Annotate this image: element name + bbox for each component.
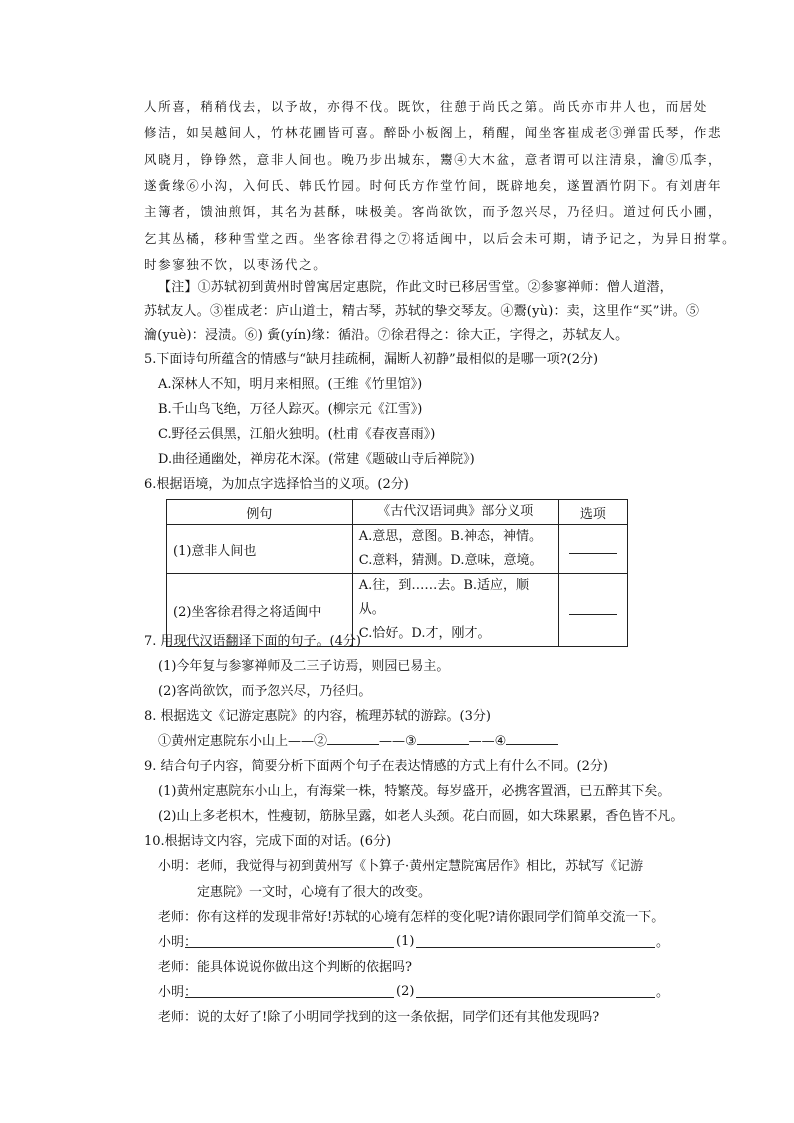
dialogue-line: 老师：说的太好了!除了小明同学找到的这一条依据，同学们还有其他发现吗?	[158, 1010, 600, 1025]
passage-line: 主簿者，馈油煎饵，其名为甚酥，味极美。客尚欲饮，而予忽兴尽，乃径归。道过何氏小圃，	[144, 204, 723, 219]
row-meanings	[352, 574, 558, 647]
passage-line: 风晓月，铮铮然，意非人间也。晚乃步出城东，鬻④大木盆，意者谓可以注清泉，瀹⑤瓜李，	[144, 152, 723, 167]
answer-blank[interactable]	[506, 743, 558, 745]
sentence-end: 。	[656, 935, 670, 950]
q5-option-b: B.千山鸟飞绝，万径人踪灭。(柳宗元《江雪》)	[158, 402, 423, 417]
route-connector: ——③	[379, 734, 417, 749]
passage-line: 人所喜，稍稍伐去，以予故，亦得不伐。既饮，往憩于尚氏之第。尚氏亦市井人也，而居处	[144, 99, 709, 114]
q5-option-a: A.深林人不知，明月来相照。(王维《竹里馆》)	[158, 377, 423, 392]
header-meanings: 《古代汉语词典》部分义项	[352, 500, 558, 525]
sentence-end: 。	[656, 985, 670, 1000]
annotation-line: 【注】①苏轼初到黄州时曾寓居定惠院，作此文时已移居雪堂。②参寥禅师：僧人道潜，	[158, 280, 673, 295]
q9-item: (2)山上多老枳木，性瘦韧，筋脉呈露，如老人头颈。花白而圆，如大珠累累，香色皆不凡。	[158, 809, 684, 824]
route-start: ①黄州定惠院东小山上——②	[158, 734, 328, 749]
meaning-line: C.恰好。D.才，刚才。	[358, 626, 491, 641]
passage-line: 修洁，如吴越间人，竹林花圃皆可喜。醉卧小板阁上，稍醒，闻坐客崔成老③弹雷氏琴，作悲	[144, 125, 723, 140]
q9-item: (1)黄州定惠院东小山上，有海棠一株，特繁茂。每岁盛开，必携客置酒，已五醉其下矣。	[158, 784, 671, 799]
annotation-line: 瀹(yuè)：浸渍。⑥) 夤(yín)缘：循沿。⑦徐君得之：徐大正，字得之，苏轼友人。	[144, 328, 629, 343]
route-connector: ——④	[468, 734, 507, 749]
dialogue-line: 定惠院》一文时，心境有了很大的改变。	[197, 885, 432, 900]
row-example: (1)意非人间也	[167, 525, 353, 574]
meaning-line: C.意料，猜测。D.意味，意境。	[358, 553, 543, 568]
speaker-label: 小明：	[158, 935, 198, 950]
table-header-row	[167, 500, 628, 525]
q5-option-c: C.野径云俱黑，江船火独明。(杜甫《春夜喜雨》)	[158, 427, 436, 442]
question-6-stem: 6.根据语境，为加点字选择恰当的义项。(2分)	[144, 477, 409, 492]
question-5-stem: 5.下面诗句所蕴含的情感与“缺月挂疏桐，漏断人初静”最相似的是哪一项?(2分)	[144, 352, 599, 367]
meaning-line: A.往，到……去。B.适应，顺从。	[358, 578, 530, 617]
answer-blank[interactable]	[327, 743, 379, 745]
dialogue-line: 小明：老师，我觉得与初到黄州写《卜算子·黄州定慧院寓居作》相比，苏轼写《记游	[158, 859, 644, 874]
meaning-line: A.意思，意图。B.神态，神情。	[358, 529, 543, 544]
row-meanings	[352, 525, 558, 574]
answer-line[interactable]	[185, 947, 655, 948]
blank-label: (1)	[396, 934, 415, 949]
q7-item: (2)客尚欲饮，而予忽兴尽，乃径归。	[158, 684, 372, 699]
passage-line: 时参寥独不饮，以枣汤代之。	[144, 257, 328, 272]
annotation-line: 苏轼友人。③崔成老：庐山道士，精古琴，苏轼的挚交琴友。④鬻(yù)：卖，这里作“买”讲。⑤	[144, 304, 700, 319]
header-choice: 选项	[558, 500, 627, 525]
header-example: 例句	[167, 500, 353, 525]
question-8-stem: 8. 根据选文《记游定惠院》的内容，梳理苏轼的游踪。(3分)	[144, 709, 491, 724]
question-9-stem: 9. 结合句子内容，简要分析下面两个句子在表达情感的方式上有什么不同。(2分)	[144, 759, 608, 774]
answer-blank[interactable]	[417, 743, 469, 745]
q8-route	[158, 733, 558, 751]
question-7-stem: 7. 用现代汉语翻译下面的句子。(4分)	[144, 634, 361, 649]
dialogue-line: 老师：能具体说说你做出这个判断的依据吗?	[158, 960, 412, 975]
answer-blank[interactable]	[558, 574, 627, 647]
dialogue-line: 老师：你有这样的发现非常好!苏轼的心境有怎样的变化呢?请你跟同学们简单交流一下。	[158, 910, 665, 925]
row-example: (2)坐客徐君得之将适闽中	[167, 574, 353, 647]
table-row	[167, 525, 628, 574]
q6-meaning-table	[166, 499, 628, 647]
passage-line: 遂夤缘⑥小沟，入何氏、韩氏竹园。时何氏方作堂竹间，既辟地矣，遂置酒竹阴下。有刘唐年	[144, 178, 723, 193]
answer-line[interactable]	[185, 997, 655, 998]
passage-line: 乞其丛橘，移种雪堂之西。坐客徐君得之⑦将适闽中，以后会未可期，请予记之，为异日拊掌。	[144, 231, 737, 246]
answer-blank[interactable]	[558, 525, 627, 574]
question-10-stem: 10.根据诗文内容，完成下面的对话。(6分)	[144, 834, 392, 849]
q5-option-d: D.曲径通幽处，禅房花木深。(常建《题破山寺后禅院》)	[158, 452, 475, 467]
speaker-label: 小明：	[158, 985, 198, 1000]
q7-item: (1)今年复与参寥禅师及二三子访焉，则园已易主。	[158, 659, 450, 674]
blank-label: (2)	[396, 984, 415, 999]
